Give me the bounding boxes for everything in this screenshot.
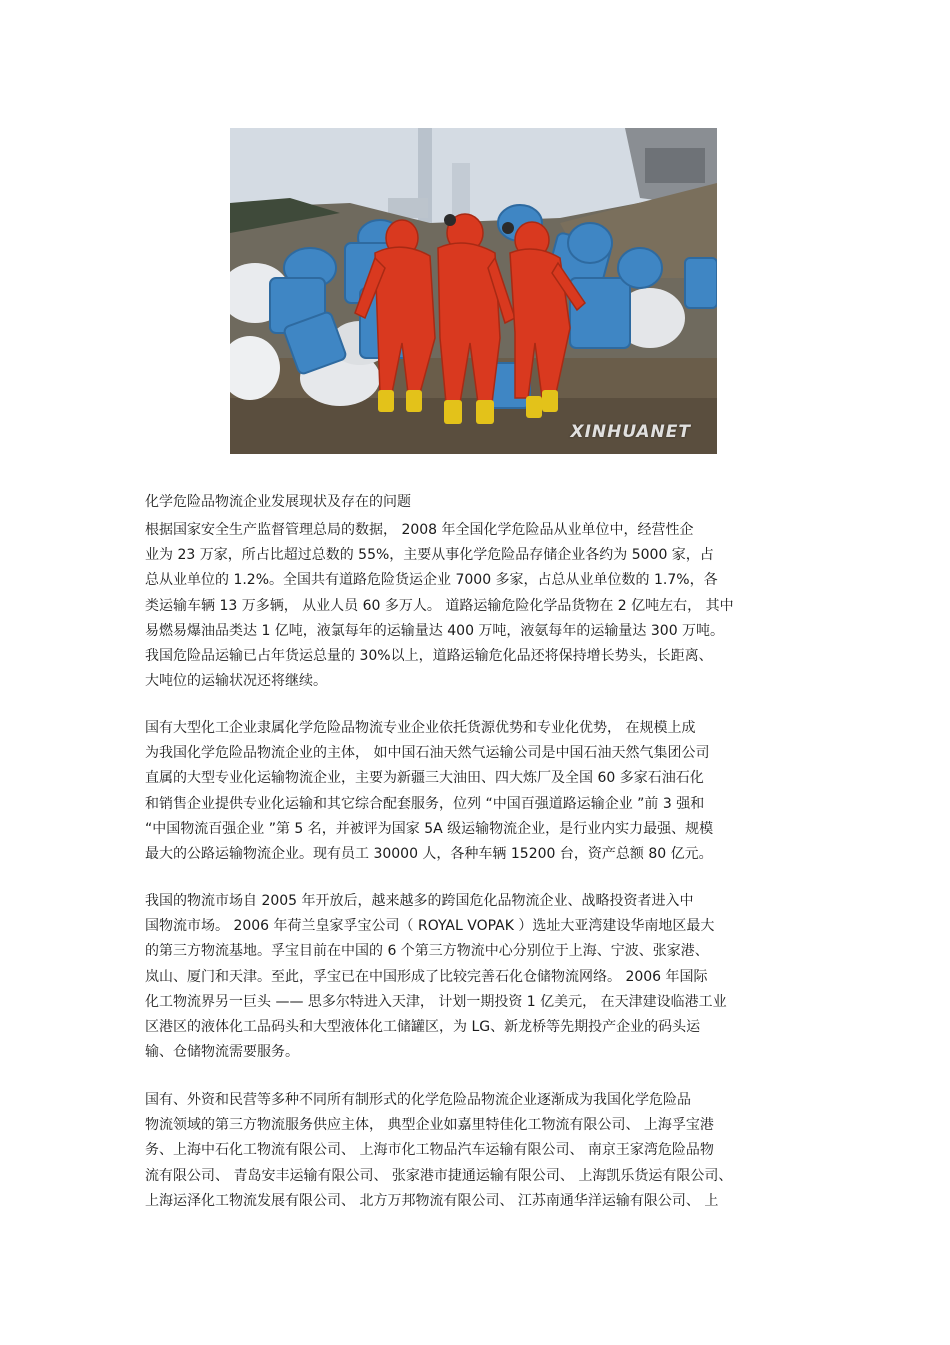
text-line: 国物流市场。 2006 年荷兰皇家孚宝公司（ ROYAL VOPAK ）选址大亚湾建设华南地区最大 — [145, 918, 715, 935]
text-line: 我国危险品运输已占年货运总量的 30%以上，道路运输危化品还将保持增长势头，长距离、 — [145, 647, 713, 664]
text-line: 直属的大型专业化运输物流企业，主要为新疆三大油田、四大炼厂及全国 60 多家石油石化 — [145, 770, 704, 787]
text-line: 区港区的液体化工品码头和大型液体化工储罐区，为 LG、新龙桥等先期投产企业的码头运 — [145, 1018, 701, 1035]
text-line: 务、上海中石化工物流有限公司、 上海市化工物品汽车运输有限公司、 南京王家湾危险品物 — [145, 1142, 714, 1159]
text-line: 我国的物流市场自 2005 年开放后，越来越多的跨国危化品物流企业、战略投资者进入中 — [145, 893, 694, 909]
text-line: 最大的公路运输物流企业。现有员工 30000 人，各种车辆 15200 台，资产总额 80 亿元。 — [145, 845, 713, 862]
text-line: 国有、外资和民营等多种不同所有制形式的化学危险品物流企业逐渐成为我国化学危险品 — [145, 1092, 691, 1108]
text-line: 类运输车辆 13 万多辆， 从业人员 60 多万人。 道路运输危险化学品货物在 2 亿吨左右， 其中 — [145, 597, 734, 614]
text-line: 根据国家安全生产监督管理总局的数据， 2008 年全国化学危险品从业单位中，经营性企 — [145, 522, 694, 538]
text-line: 总从业单位的 1.2%。全国共有道路危险货运企业 7000 多家，占总从业单位数的 1.7%，各 — [145, 572, 718, 589]
text-line: 流有限公司、 青岛安丰运输有限公司、 张家港市捷通运输有限公司、 上海凯乐货运有限公司、 — [145, 1167, 733, 1184]
text-line: 化工物流界另一巨头 —— 思多尔特进入天津， 计划一期投资 1 亿美元， 在天津建设临港工业 — [145, 993, 727, 1010]
paragraph-1 — [145, 518, 810, 694]
paragraph-4 — [145, 1088, 810, 1214]
paragraph-2 — [145, 716, 810, 867]
text-line: 易燃易爆油品类达 1 亿吨，液氯每年的运输量达 400 万吨，液氨每年的运输量达 300 万吨。 — [145, 622, 725, 639]
document-title: 化学危险品物流企业发展现状及存在的问题 — [145, 494, 411, 510]
paragraph-3 — [145, 889, 810, 1065]
text-line: 业为 23 万家，所占比超过总数的 55%，主要从事化学危险品存储企业各约为 5000 家，占 — [145, 547, 714, 564]
text-line: 的第三方物流基地。孚宝目前在中国的 6 个第三方物流中心分别位于上海、宁波、张家港、 — [145, 943, 709, 960]
text-line: 上海运泽化工物流发展有限公司、 北方万邦物流有限公司、 江苏南通华洋运输有限公司、 上 — [145, 1192, 719, 1209]
news-photo — [230, 128, 717, 454]
text-line: 物流领域的第三方物流服务供应主体， 典型企业如嘉里特佳化工物流有限公司、 上海孚宝港 — [145, 1117, 714, 1134]
text-line: 为我国化学危险品物流企业的主体， 如中国石油天然气运输公司是中国石油天然气集团公司 — [145, 745, 710, 762]
text-line: 和销售企业提供专业化运输和其它综合配套服务，位列 “中国百强道路运输企业 ”前 3 强和 — [145, 795, 705, 812]
watermark-logo: XINHUANET — [570, 422, 691, 442]
hazmat-scene-illustration — [230, 128, 717, 454]
text-line: 输、仓储物流需要服务。 — [145, 1044, 299, 1061]
text-line: 大吨位的运输状况还将继续。 — [145, 673, 327, 690]
text-line: “中国物流百强企业 ”第 5 名，并被评为国家 5A 级运输物流企业，是行业内实力最强、规模 — [145, 820, 714, 837]
text-line: 国有大型化工企业隶属化学危险品物流专业企业依托货源优势和专业化优势， 在规模上成 — [145, 720, 696, 736]
text-line: 岚山、厦门和天津。至此，孚宝已在中国形成了比较完善石化仓储物流网络。 2006 年国际 — [145, 968, 708, 985]
